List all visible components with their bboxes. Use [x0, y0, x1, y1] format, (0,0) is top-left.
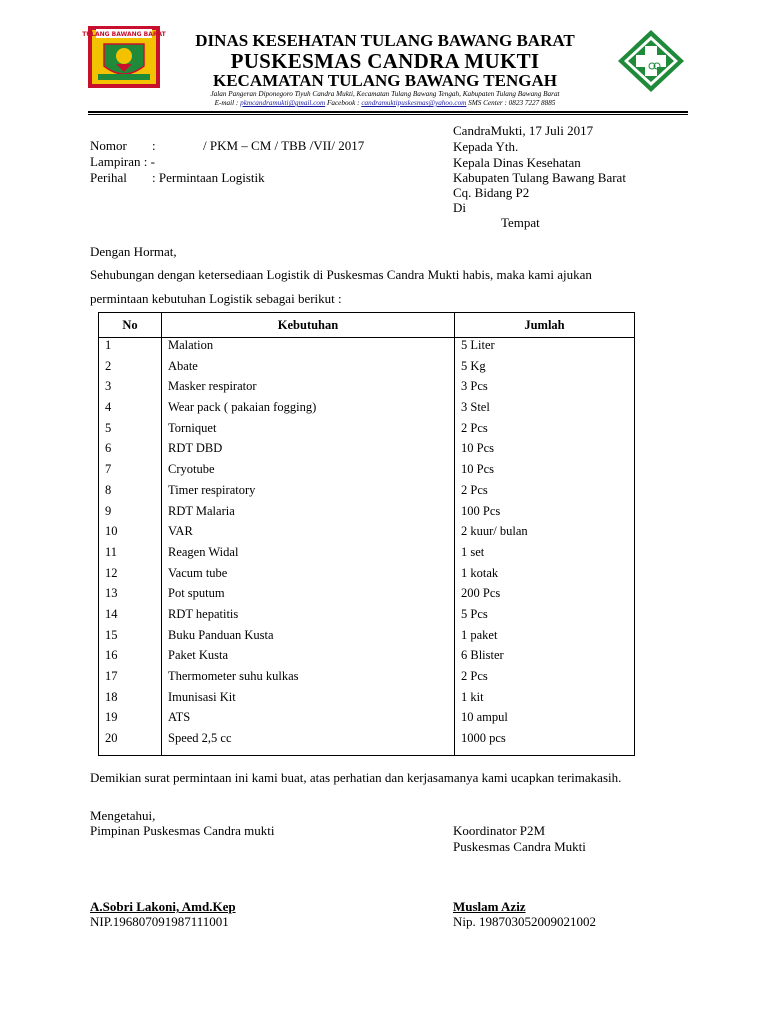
cell-jumlah: 5 Pcs — [455, 607, 635, 628]
cell-jumlah: 1 kotak — [455, 566, 635, 587]
cell-kebutuhan: Masker respirator — [162, 379, 455, 400]
perihal-value: : Permintaan Logistik — [152, 170, 265, 185]
cell-kebutuhan: Buku Panduan Kusta — [162, 628, 455, 649]
cell-jumlah: 6 Blister — [455, 648, 635, 669]
cell-jumlah: 1 paket — [455, 628, 635, 649]
cell-no: 20 — [99, 731, 162, 756]
table-row — [99, 710, 635, 731]
recipient-line-4: Cq. Bidang P2 — [453, 185, 530, 200]
nomor-value: / PKM – CM / TBB /VII/ 2017 — [203, 138, 365, 153]
cell-no: 15 — [99, 628, 162, 649]
cell-no: 4 — [99, 400, 162, 421]
header-address: Jalan Pangeran Diponegoro Tiyuh Candra Mukti, Kecamatan Tulang Bawang Tengah, Kabupaten Tulang Bawang Barat — [210, 90, 560, 98]
cell-jumlah: 1 kit — [455, 690, 635, 711]
cell-kebutuhan: Cryotube — [162, 462, 455, 483]
cell-kebutuhan: Thermometer suhu kulkas — [162, 669, 455, 690]
table-row — [99, 648, 635, 669]
greeting: Dengan Hormat, — [90, 244, 177, 259]
cell-no: 3 — [99, 379, 162, 400]
table-row — [99, 690, 635, 711]
header-contacts — [170, 99, 600, 107]
table-row — [99, 504, 635, 525]
table-row — [99, 379, 635, 400]
cell-jumlah: 3 Stel — [455, 400, 635, 421]
table-row — [99, 586, 635, 607]
cell-no: 5 — [99, 421, 162, 442]
left-signatory-name: A.Sobri Lakoni, Amd.Kep — [90, 899, 236, 914]
cell-jumlah: 10 Pcs — [455, 441, 635, 462]
cell-jumlah: 1000 pcs — [455, 731, 635, 756]
cell-kebutuhan: Pot sputum — [162, 586, 455, 607]
right-signatory-title-1: Koordinator P2M — [453, 823, 546, 838]
left-signatory-title: Pimpinan Puskesmas Candra mukti — [90, 823, 275, 838]
col-header-no: No — [99, 313, 162, 338]
right-signatory-nip: Nip. 198703052009021002 — [453, 914, 596, 929]
table-row — [99, 669, 635, 690]
cell-kebutuhan: Reagen Widal — [162, 545, 455, 566]
lampiran: Lampiran : - — [90, 154, 155, 169]
cell-kebutuhan: Timer respiratory — [162, 483, 455, 504]
table-row — [99, 400, 635, 421]
table-row — [99, 628, 635, 649]
puskesmas-cross-logo — [616, 28, 686, 94]
right-signatory-name: Muslam Aziz — [453, 899, 526, 914]
header-rule-thin — [88, 114, 688, 115]
cell-kebutuhan: Abate — [162, 359, 455, 380]
table-row — [99, 731, 635, 756]
cell-no: 1 — [99, 338, 162, 359]
cell-jumlah: 5 Kg — [455, 359, 635, 380]
nomor-separator: : — [152, 138, 156, 153]
cell-no: 19 — [99, 710, 162, 731]
cell-kebutuhan: Torniquet — [162, 421, 455, 442]
cell-jumlah: 2 Pcs — [455, 669, 635, 690]
table-row — [99, 462, 635, 483]
cell-jumlah: 2 kuur/ bulan — [455, 524, 635, 545]
table-row — [99, 524, 635, 545]
cell-no: 2 — [99, 359, 162, 380]
cell-kebutuhan: RDT Malaria — [162, 504, 455, 525]
cell-no: 14 — [99, 607, 162, 628]
regency-logo — [82, 26, 166, 88]
table-row — [99, 441, 635, 462]
cell-no: 17 — [99, 669, 162, 690]
cell-no: 9 — [99, 504, 162, 525]
table-row — [99, 338, 635, 359]
left-signatory-nip: NIP.196807091987111001 — [90, 914, 229, 929]
cell-jumlah: 3 Pcs — [455, 379, 635, 400]
place-date: CandraMukti, 17 Juli 2017 — [453, 123, 594, 138]
facebook-label: Facebook : — [327, 99, 360, 107]
table-row — [99, 607, 635, 628]
header-kecamatan: KECAMATAN TULANG BAWANG TENGAH — [213, 71, 557, 90]
cell-no: 18 — [99, 690, 162, 711]
cell-kebutuhan: Imunisasi Kit — [162, 690, 455, 711]
cell-kebutuhan: Wear pack ( pakaian fogging) — [162, 400, 455, 421]
cell-no: 12 — [99, 566, 162, 587]
cell-no: 8 — [99, 483, 162, 504]
table-row — [99, 545, 635, 566]
table-header-row — [99, 313, 635, 338]
recipient-line-1: Kepada Yth. — [453, 139, 519, 154]
cell-no: 7 — [99, 462, 162, 483]
recipient-line-3: Kabupaten Tulang Bawang Barat — [453, 170, 626, 185]
intro-paragraph-1: Sehubungan dengan ketersediaan Logistik di Puskesmas Candra Mukti habis, maka kami ajukan — [90, 267, 592, 282]
table-row — [99, 566, 635, 587]
cell-no: 13 — [99, 586, 162, 607]
cell-jumlah: 10 ampul — [455, 710, 635, 731]
logo-banner-text: TULANG BAWANG BARAT — [82, 31, 166, 38]
cell-kebutuhan: RDT hepatitis — [162, 607, 455, 628]
col-header-kebutuhan: Kebutuhan — [162, 313, 455, 338]
table-row — [99, 421, 635, 442]
cell-no: 11 — [99, 545, 162, 566]
cell-jumlah: 5 Liter — [455, 338, 635, 359]
recipient-line-5: Di — [453, 200, 466, 215]
cell-no: 6 — [99, 441, 162, 462]
cell-kebutuhan: VAR — [162, 524, 455, 545]
header-puskesmas: PUSKESMAS CANDRA MUKTI — [230, 49, 540, 73]
facebook-link[interactable]: candramuktipuskesmas@yahoo.com — [361, 99, 467, 107]
closing-paragraph: Demikian surat permintaan ini kami buat, atas perhatian dan kerjasamanya kami ucapkan terimakasih. — [90, 770, 622, 785]
right-signatory-title-2: Puskesmas Candra Mukti — [453, 839, 586, 854]
table-row — [99, 483, 635, 504]
perihal-label: Perihal — [90, 170, 127, 185]
cell-jumlah: 1 set — [455, 545, 635, 566]
mengetahui: Mengetahui, — [90, 808, 156, 823]
email-label: E-mail : — [214, 99, 239, 107]
recipient-line-6: Tempat — [501, 215, 540, 230]
cell-kebutuhan: Vacum tube — [162, 566, 455, 587]
cell-kebutuhan: Malation — [162, 338, 455, 359]
table-row — [99, 359, 635, 380]
cell-jumlah: 200 Pcs — [455, 586, 635, 607]
email-link[interactable]: pkmcandramukti@gmail.com — [240, 99, 326, 107]
cell-no: 10 — [99, 524, 162, 545]
cell-jumlah: 2 Pcs — [455, 421, 635, 442]
col-header-jumlah: Jumlah — [455, 313, 635, 338]
header-agency: DINAS KESEHATAN TULANG BAWANG BARAT — [195, 31, 575, 50]
intro-paragraph-2: permintaan kebutuhan Logistik sebagai berikut : — [90, 291, 342, 306]
nomor-label: Nomor — [90, 138, 127, 153]
cell-no: 16 — [99, 648, 162, 669]
cell-kebutuhan: ATS — [162, 710, 455, 731]
recipient-line-2: Kepala Dinas Kesehatan — [453, 155, 581, 170]
cell-jumlah: 10 Pcs — [455, 462, 635, 483]
cell-jumlah: 100 Pcs — [455, 504, 635, 525]
cell-kebutuhan: Paket Kusta — [162, 648, 455, 669]
cell-jumlah: 2 Pcs — [455, 483, 635, 504]
header-rule — [88, 111, 688, 113]
cell-kebutuhan: Speed 2,5 cc — [162, 731, 455, 756]
logistics-table — [98, 312, 635, 756]
cell-kebutuhan: RDT DBD — [162, 441, 455, 462]
sms-center: SMS Center : 0823 7227 8885 — [468, 99, 556, 107]
